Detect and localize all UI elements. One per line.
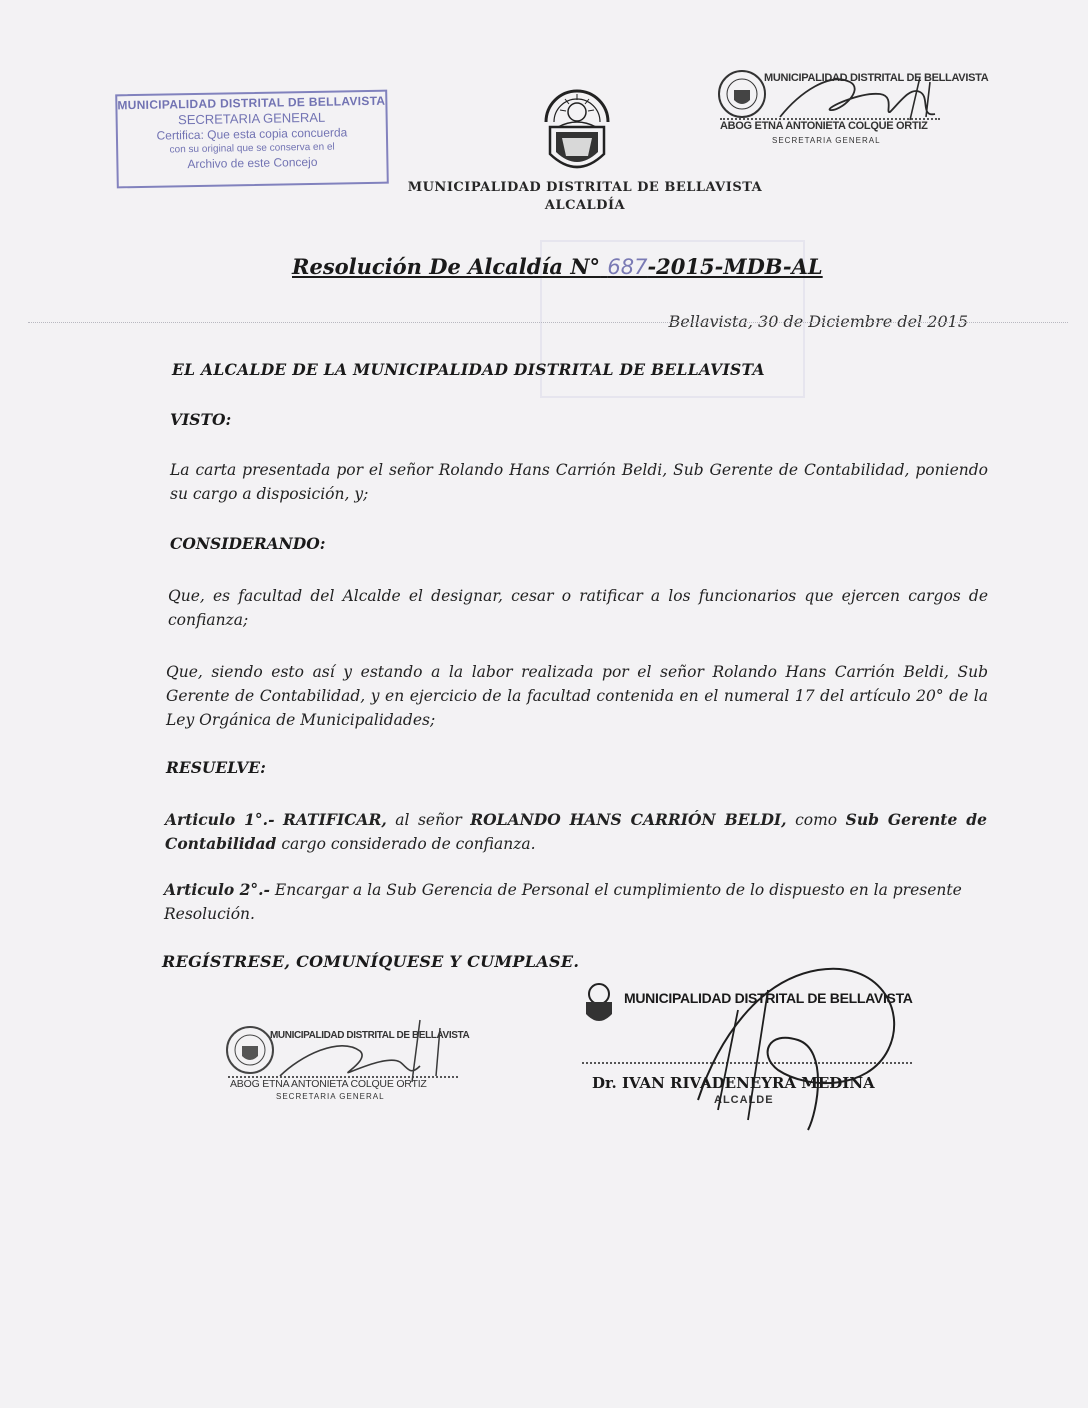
- bottom-left-seal-name: ABOG ETNA ANTONIETA COLQUE ORTIZ: [230, 1078, 427, 1090]
- bottom-left-handwritten-signature: [270, 1016, 470, 1096]
- article-1-name: ROLANDO HANS CARRIÓN BELDI,: [470, 810, 787, 829]
- cert-stamp-line2: SECRETARIA GENERAL: [177, 109, 326, 128]
- article-1-position: Sub Gerente de Contabilidad: [165, 810, 987, 853]
- bottom-left-seal: [220, 1016, 470, 1108]
- article-1-label: Articulo 1°.-: [165, 810, 275, 829]
- document-date: Bellavista, 30 de Diciembre del 2015: [668, 312, 968, 331]
- cert-stamp-line4: con su original que se conserva en el: [169, 141, 335, 156]
- mayor-signature-block: [578, 950, 978, 1140]
- cert-stamp-line5: Archivo de este Concejo: [187, 154, 318, 172]
- mayor-seal-municipality: MUNICIPALIDAD DISTRITAL DE BELLAVISTA: [624, 990, 913, 1006]
- article-1-text-1: al señor: [395, 811, 462, 829]
- municipal-emblem-icon: [582, 982, 616, 1026]
- authority-line: EL ALCALDE DE LA MUNICIPALIDAD DISTRITAL DE BELLAVISTA: [172, 360, 765, 379]
- article-1-text-2: como: [795, 811, 838, 829]
- mayor-handwritten-signature: [678, 950, 938, 1140]
- date-rule: [28, 322, 1068, 323]
- header-office: ALCALDÍA: [544, 198, 626, 213]
- top-seal-name: ABOG ETNA ANTONIETA COLQUE ORTIZ: [720, 120, 928, 132]
- bottom-left-seal-ring-text: MUNICIPALIDAD DISTRITAL DE BELLAVISTA: [270, 1030, 470, 1041]
- seal-emblem-icon: [716, 68, 768, 120]
- article-1-action: RATIFICAR,: [283, 810, 387, 829]
- seal-emblem-icon: [224, 1024, 276, 1076]
- resolution-title-suffix: -2015-MDB-AL: [647, 254, 823, 279]
- considerando-heading: CONSIDERANDO:: [170, 534, 326, 553]
- closing-formula: REGÍSTRESE, COMUNÍQUESE Y CUMPLASE.: [162, 952, 580, 971]
- article-2: [164, 878, 986, 926]
- article-2-label: Articulo 2°.-: [164, 880, 270, 899]
- visto-heading: VISTO:: [170, 410, 232, 429]
- resuelve-heading: RESUELVE:: [166, 758, 266, 777]
- considerando-paragraph-1: Que, es facultad del Alcalde el designar, cesar o ratificar a los funcionarios que ejercen cargos de confianza;: [168, 587, 988, 629]
- considerando-paragraph-2: Que, siendo esto así y estando a la labor realizada por el señor Rolando Hans Carrión Beldi, Sub Gerente de Contabilidad, y en ejercicio de la facultad contenida en el numeral 17 del artículo 20° de la Ley Orgánica de Municipalidades;: [166, 663, 988, 729]
- article-1-text-3: cargo considerado de confianza.: [281, 835, 536, 853]
- mayor-name: Dr. IVAN RIVADENEYRA MEDINA: [592, 1074, 875, 1092]
- article-1: [165, 808, 987, 856]
- bottom-left-seal-role: SECRETARIA GENERAL: [276, 1092, 385, 1101]
- cert-stamp-line1: MUNICIPALIDAD DISTRITAL DE BELLAVISTA: [117, 93, 386, 113]
- top-handwritten-signature: [770, 62, 950, 132]
- certification-stamp: [115, 90, 389, 189]
- municipal-crest-icon: [538, 72, 616, 182]
- mayor-title: ALCALDE: [714, 1094, 774, 1106]
- visto-text: La carta presentada por el señor Rolando Hans Carrión Beldi, Sub Gerente de Contabilidad, poniendo su cargo a disposición, y;: [170, 461, 988, 503]
- top-seal: [710, 62, 989, 152]
- resolution-title: [292, 254, 823, 279]
- resolution-number: 687: [607, 255, 648, 279]
- header-municipality: MUNICIPALIDAD DISTRITAL DE BELLAVISTA: [407, 180, 763, 195]
- top-seal-role: SECRETARIA GENERAL: [772, 136, 881, 145]
- resolution-title-prefix: Resolución De Alcaldía N°: [292, 254, 601, 279]
- cert-stamp-line3: Certifica: Que esta copia concuerda: [156, 125, 348, 143]
- article-2-text: Encargar a la Sub Gerencia de Personal el cumplimiento de lo dispuesto en la presente Resolución.: [164, 881, 962, 923]
- top-seal-ring-text: MUNICIPALIDAD DISTRITAL DE BELLAVISTA: [764, 72, 989, 84]
